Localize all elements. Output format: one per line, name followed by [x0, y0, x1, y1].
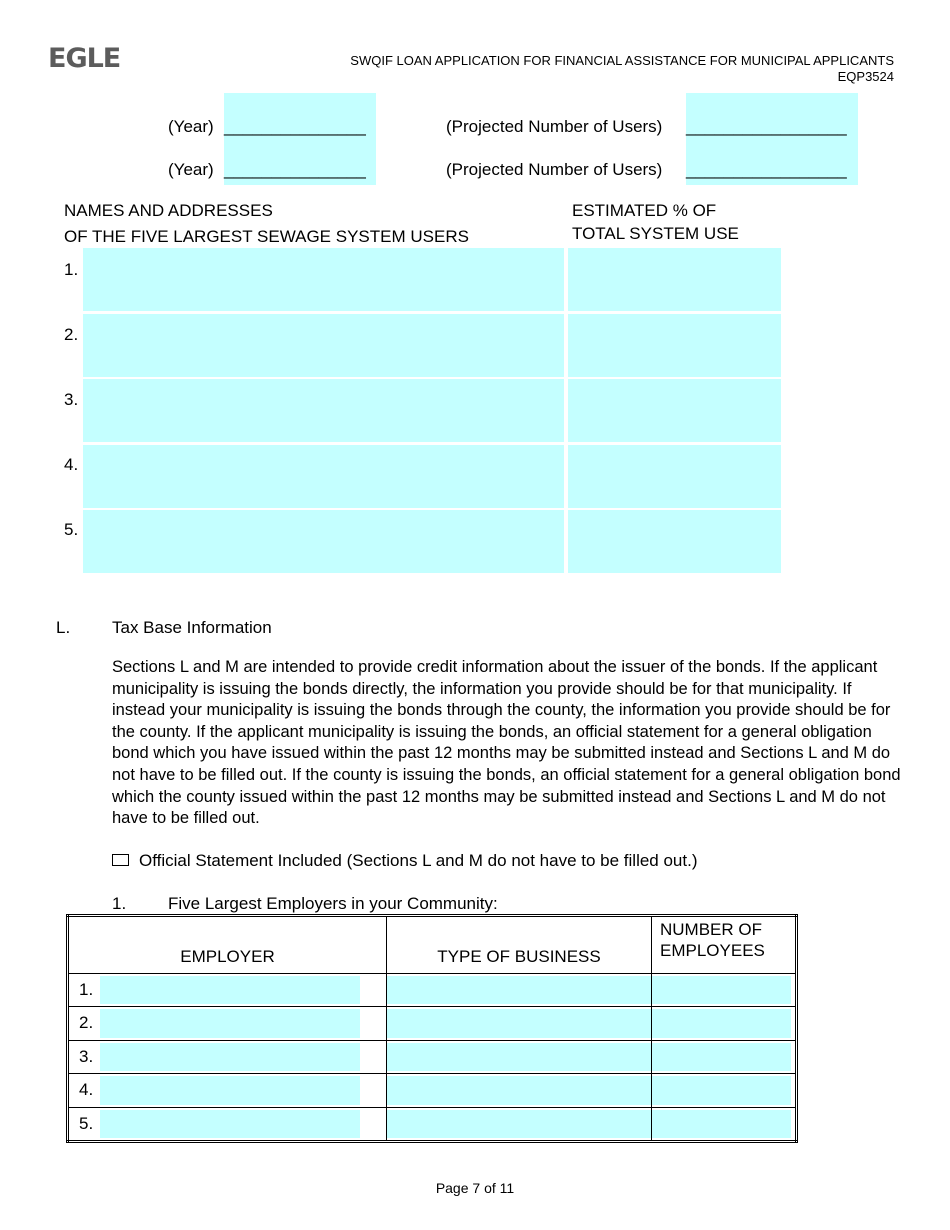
percent-heading-1: ESTIMATED % OF: [572, 201, 717, 220]
user-row-number: 3.: [64, 390, 79, 409]
count-cell: [652, 1040, 797, 1073]
type-cell: [387, 1074, 652, 1107]
user-name-field[interactable]: [83, 314, 564, 377]
employer-field[interactable]: [100, 976, 360, 1004]
row-number: 2.: [79, 1013, 94, 1033]
type-cell: [387, 973, 652, 1006]
table-row: [68, 1040, 797, 1073]
year-label-1: (Year): [168, 117, 214, 136]
row-number: 3.: [79, 1046, 94, 1066]
row-number: 4.: [79, 1080, 94, 1100]
employers-table: [66, 914, 798, 1143]
user-percent-field[interactable]: [568, 379, 781, 442]
type-cell: [387, 1107, 652, 1141]
user-percent-field[interactable]: [568, 248, 781, 311]
col-header-employer: EMPLOYER: [68, 916, 387, 974]
year-input-1[interactable]: _______________: [224, 117, 366, 136]
users-label-2: (Projected Number of Users): [446, 160, 663, 179]
type-field[interactable]: [387, 976, 651, 1004]
count-field[interactable]: [652, 1076, 791, 1104]
users-heading-2: OF THE FIVE LARGEST SEWAGE SYSTEM USERS: [64, 227, 469, 246]
users-input-1[interactable]: _________________: [686, 117, 847, 136]
count-field[interactable]: [652, 1009, 791, 1037]
percent-heading-2: TOTAL SYSTEM USE: [572, 224, 739, 243]
user-percent-field[interactable]: [568, 445, 781, 508]
count-field[interactable]: [652, 976, 791, 1004]
type-field[interactable]: [387, 1009, 651, 1037]
form-id: EQP3524: [837, 69, 894, 84]
employer-cell: [68, 1007, 387, 1040]
section-title: Tax Base Information: [112, 618, 272, 637]
table-row: [68, 1074, 797, 1107]
section-paragraph: Sections L and M are intended to provide credit information about the issuer of the bonds. If the applicant municipality is issuing the bonds directly, the information you provide should be for that municipality. If instead your municipality is issuing the bonds through the county, the information you provide should be for the county. If the applicant municipality is issuing the bonds, an official statement for a general obligation bond which you have issued within the past 12 months may be submitted instead and Sections L and M do not have to be filled out. If the county is issuing the bonds, an official statement for a general obligation bond which the county issued within the past 12 months may be submitted instead and Sections L and M do not have to be filled out.: [112, 658, 901, 828]
user-percent-field[interactable]: [568, 510, 781, 573]
count-cell: [652, 1074, 797, 1107]
user-row-number: 4.: [64, 455, 79, 474]
count-cell: [652, 973, 797, 1006]
year-input-2[interactable]: _______________: [224, 160, 366, 179]
table-row: [68, 973, 797, 1006]
user-name-field[interactable]: [83, 379, 564, 442]
count-cell: [652, 1007, 797, 1040]
type-cell: [387, 1007, 652, 1040]
table-row: [68, 1007, 797, 1040]
users-input-2[interactable]: _________________: [686, 160, 847, 179]
type-field[interactable]: [387, 1110, 651, 1138]
table-row: [68, 1107, 797, 1141]
user-name-field[interactable]: [83, 510, 564, 573]
type-cell: [387, 1040, 652, 1073]
employer-field[interactable]: [100, 1110, 360, 1138]
year-label-2: (Year): [168, 160, 214, 179]
official-statement-label: Official Statement Included (Sections L and M do not have to be filled out.): [139, 851, 698, 870]
form-title: SWQIF LOAN APPLICATION FOR FINANCIAL ASSISTANCE FOR MUNICIPAL APPLICANTS: [350, 53, 894, 68]
official-statement-checkbox[interactable]: [112, 854, 129, 866]
employers-title: Five Largest Employers in your Community:: [168, 894, 498, 913]
count-field[interactable]: [652, 1110, 791, 1138]
user-row-number: 1.: [64, 260, 79, 279]
employer-cell: [68, 973, 387, 1006]
page-number: Page 7 of 11: [435, 1180, 515, 1196]
users-label-1: (Projected Number of Users): [446, 117, 663, 136]
type-field[interactable]: [387, 1043, 651, 1071]
user-percent-field[interactable]: [568, 314, 781, 377]
employer-field[interactable]: [100, 1009, 360, 1037]
count-field[interactable]: [652, 1043, 791, 1071]
user-row-number: 5.: [64, 520, 79, 539]
employer-cell: [68, 1107, 387, 1141]
row-number: 5.: [79, 1113, 94, 1133]
employer-cell: [68, 1040, 387, 1073]
user-name-field[interactable]: [83, 248, 564, 311]
col-header-type: TYPE OF BUSINESS: [387, 916, 652, 974]
row-number: 1.: [79, 979, 94, 999]
egle-logo: EGLE: [48, 43, 121, 74]
employer-field[interactable]: [100, 1043, 360, 1071]
col-header-count: NUMBER OF EMPLOYEES: [652, 916, 797, 974]
user-row-number: 2.: [64, 325, 79, 344]
employers-number: 1.: [112, 894, 127, 913]
users-heading-1: NAMES AND ADDRESSES: [64, 201, 273, 220]
type-field[interactable]: [387, 1076, 651, 1104]
employer-field[interactable]: [100, 1076, 360, 1104]
user-name-field[interactable]: [83, 445, 564, 508]
count-cell: [652, 1107, 797, 1141]
employer-cell: [68, 1074, 387, 1107]
section-letter: L.: [56, 618, 71, 637]
